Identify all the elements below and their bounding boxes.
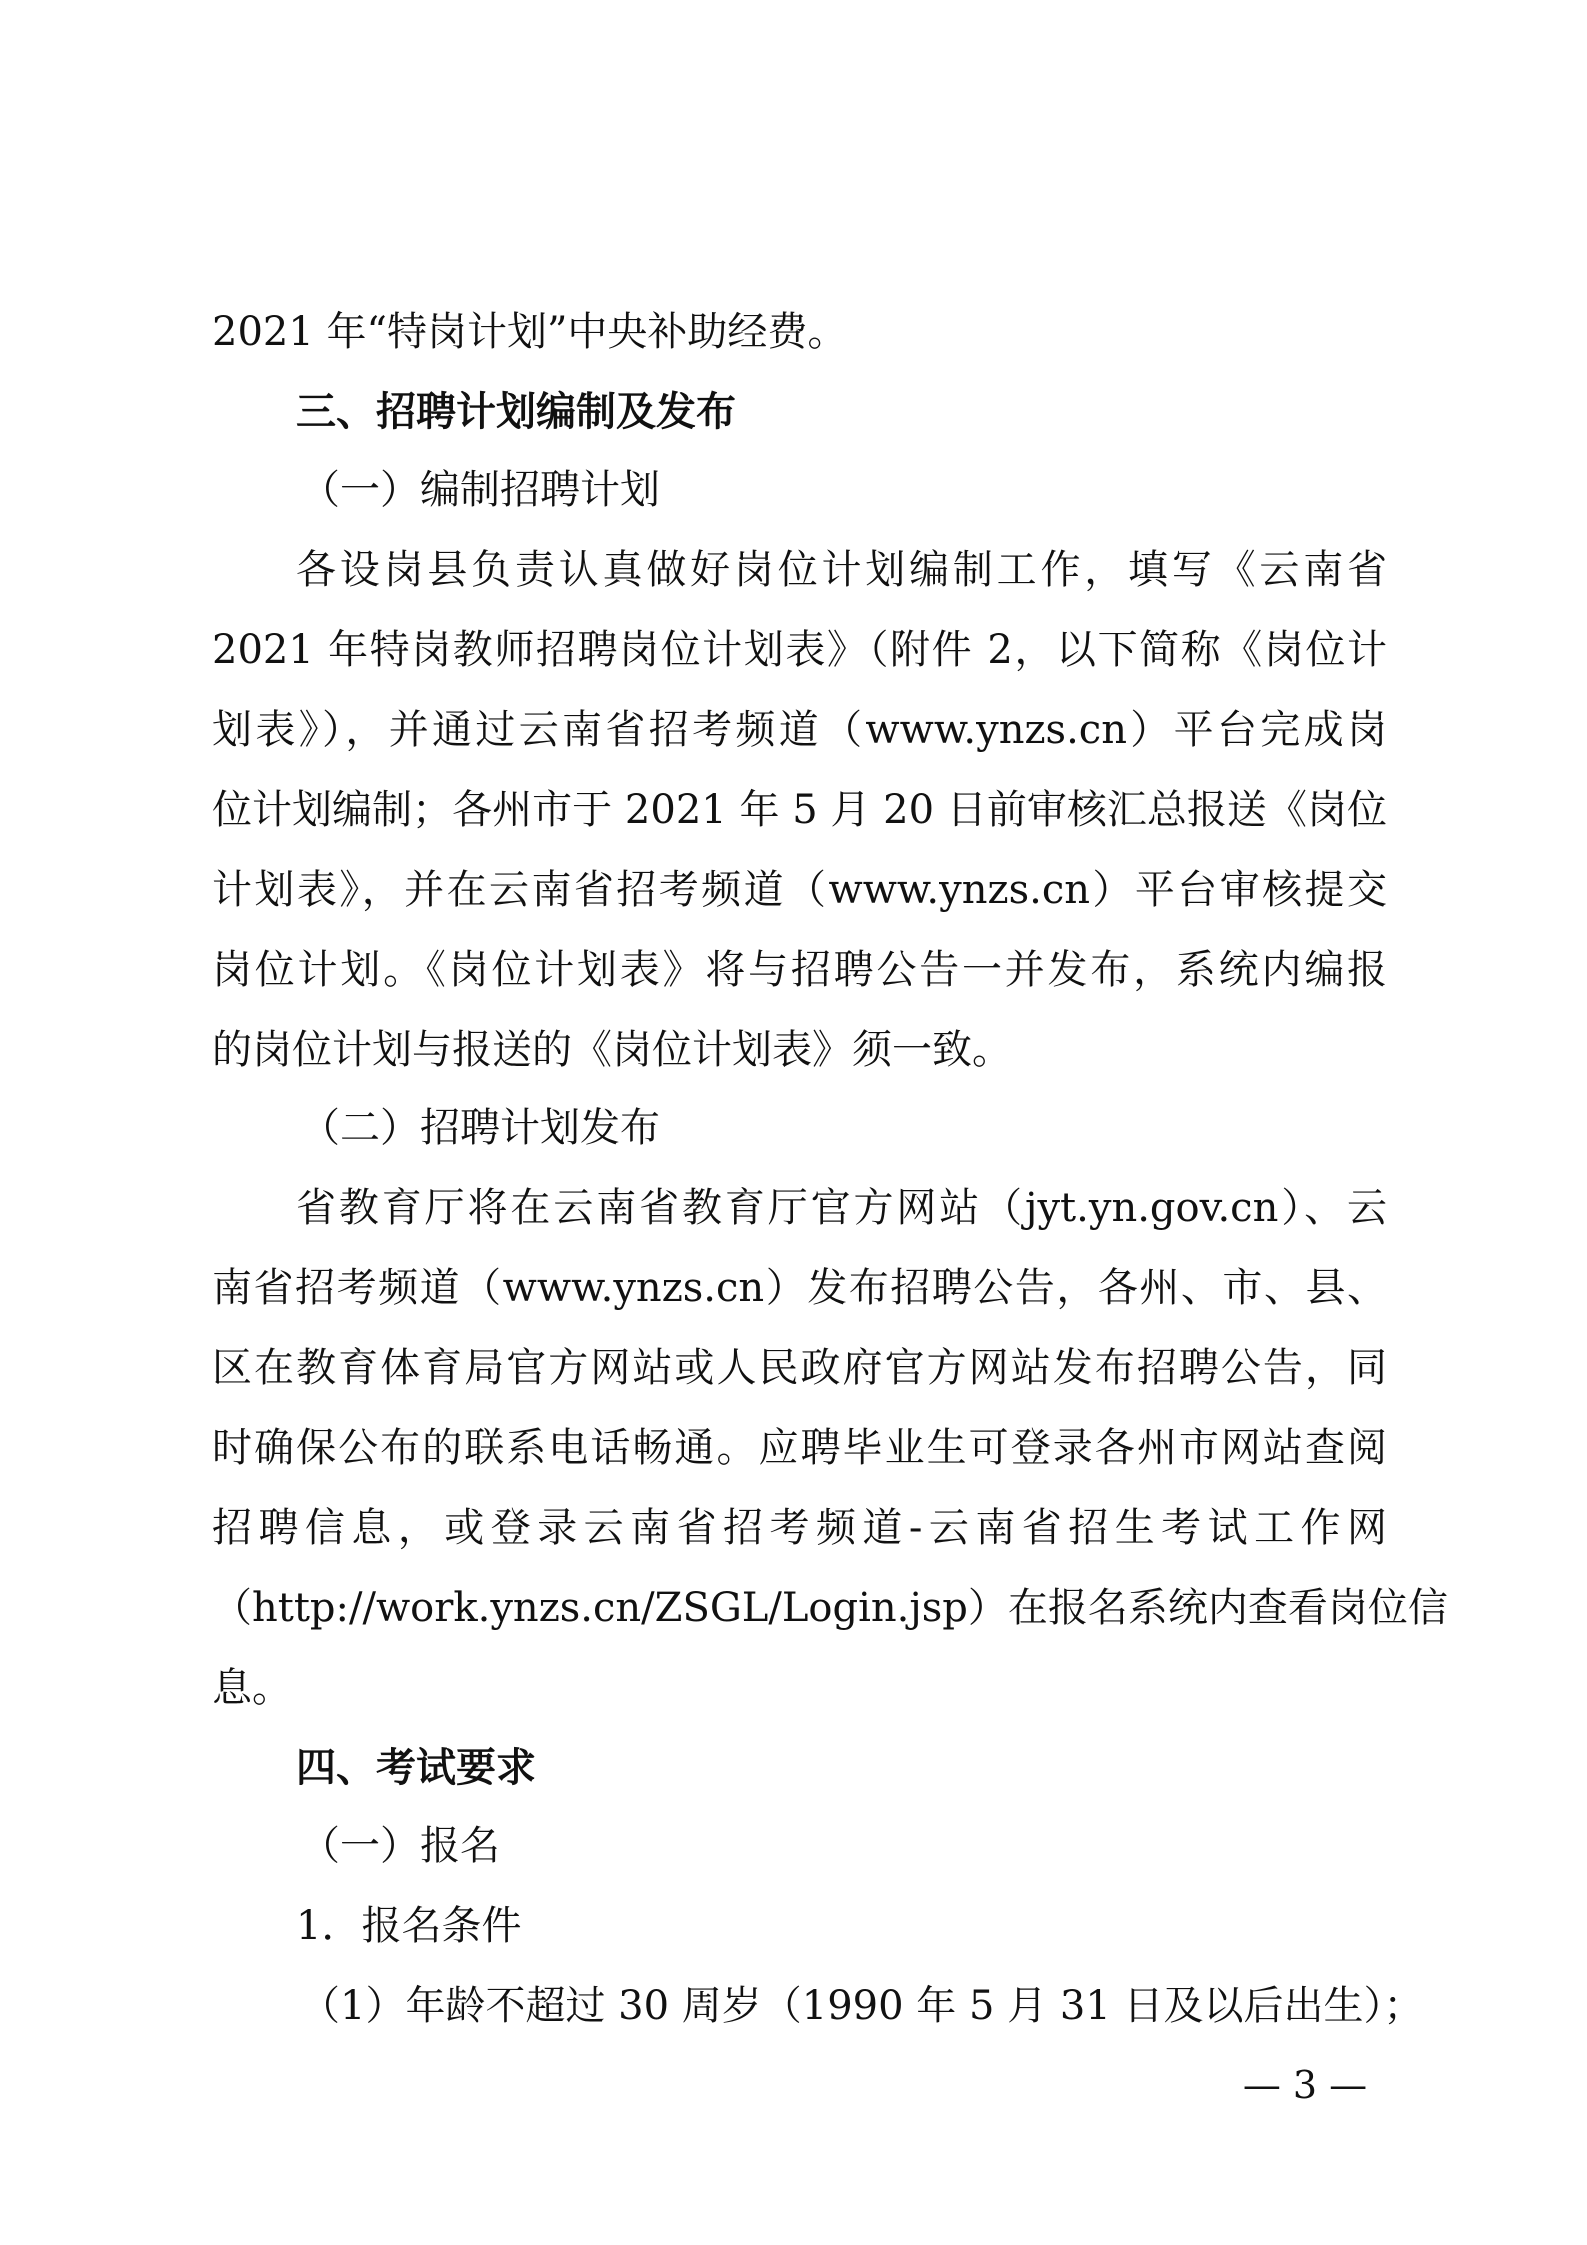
- body-line-4: 各设岗县负责认真做好岗位计划编制工作，填写《云南省: [296, 547, 1387, 593]
- body-line-10: 的岗位计划与报送的《岗位计划表》须一致。: [212, 1027, 1012, 1073]
- body-line-22: （1）年龄不超过 30 周岁（1990 年 5 月 31 日及以后出生）；: [300, 1983, 1424, 2029]
- subsection-heading-3-1: （一）编制招聘计划: [300, 467, 660, 513]
- subsection-heading-3-2: （二）招聘计划发布: [300, 1105, 660, 1151]
- body-line-13: 南省招考频道（www.ynzs.cn）发布招聘公告，各州、市、县、: [212, 1265, 1387, 1311]
- body-line-12: 省教育厅将在云南省教育厅官方网站（jyt.yn.gov.cn）、云: [296, 1185, 1387, 1231]
- body-line-16: 招聘信息，或登录云南省招考频道-云南省招生考试工作网: [212, 1505, 1387, 1551]
- body-line-15: 时确保公布的联系电话畅通。应聘毕业生可登录各州市网站查阅: [212, 1425, 1387, 1471]
- body-line-1: 2021 年“特岗计划”中央补助经费。: [212, 309, 848, 355]
- page-number: — 3 —: [1242, 2063, 1368, 2107]
- subsection-heading-4-1: （一）报名: [300, 1823, 500, 1869]
- body-line-17: （http://work.ynzs.cn/ZSGL/Login.jsp）在报名系统内查看岗位信: [212, 1585, 1448, 1631]
- body-line-9: 岗位计划。《岗位计划表》将与招聘公告一并发布，系统内编报: [212, 947, 1387, 993]
- body-line-8: 计划表》，并在云南省招考频道（www.ynzs.cn）平台审核提交: [212, 867, 1387, 913]
- section-heading-3: 三、招聘计划编制及发布: [296, 389, 736, 435]
- section-heading-4: 四、考试要求: [296, 1745, 536, 1791]
- body-line-7: 位计划编制；各州市于 2021 年 5 月 20 日前审核汇总报送《岗位: [212, 787, 1387, 833]
- body-line-5: 2021 年特岗教师招聘岗位计划表》（附件 2，以下简称《岗位计: [212, 627, 1387, 673]
- item-heading-1: 1．报名条件: [296, 1903, 522, 1949]
- body-line-6: 划表》），并通过云南省招考频道（www.ynzs.cn）平台完成岗: [212, 707, 1387, 753]
- body-line-18: 息。: [212, 1665, 292, 1711]
- body-line-14: 区在教育体育局官方网站或人民政府官方网站发布招聘公告，同: [212, 1345, 1387, 1391]
